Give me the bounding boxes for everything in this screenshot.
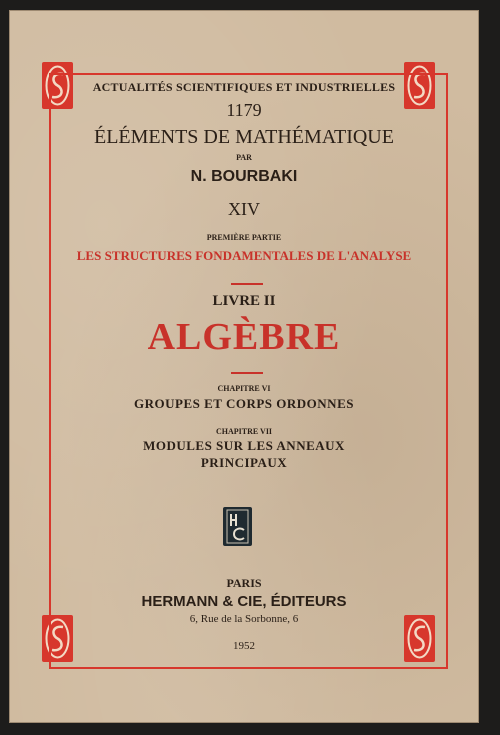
series-title: ACTUALITÉS SCIENTIFIQUES ET INDUSTRIELLES: [92, 80, 396, 94]
hermann-hc-logo: [223, 507, 252, 546]
chapter-7-title-line1: MODULES SUR LES ANNEAUX: [143, 438, 345, 453]
volume-number: XIV: [228, 199, 260, 219]
chapter-6-title: GROUPES ET CORPS ORDONNES: [134, 396, 354, 411]
chapter-7-label: CHAPITRE VII: [215, 427, 273, 436]
publisher-name: HERMANN & CIE, ÉDITEURS: [141, 593, 347, 610]
partie-title: LES STRUCTURES FONDAMENTALES DE L'ANALYSE: [76, 248, 412, 263]
main-title: ÉLÉMENTS DE MATHÉMATIQUE: [94, 126, 394, 148]
publication-year: 1952: [233, 640, 255, 652]
chapter-6-label: CHAPITRE VI: [217, 384, 271, 393]
divider-rule: [231, 283, 263, 285]
series-number: 1179: [226, 100, 262, 120]
livre-label: LIVRE II: [212, 293, 276, 309]
book-cover: [9, 10, 479, 723]
book-title: ALGÈBRE: [147, 316, 341, 358]
divider-rule: [231, 372, 263, 374]
chapter-7-title-line2: PRINCIPAUX: [200, 455, 288, 470]
city: PARIS: [226, 576, 262, 590]
par-label: PAR: [236, 153, 252, 162]
partie-label: PREMIÈRE PARTIE: [206, 233, 282, 242]
publisher-address: 6, Rue de la Sorbonne, 6: [189, 613, 299, 625]
author-name: N. BOURBAKI: [190, 168, 298, 185]
